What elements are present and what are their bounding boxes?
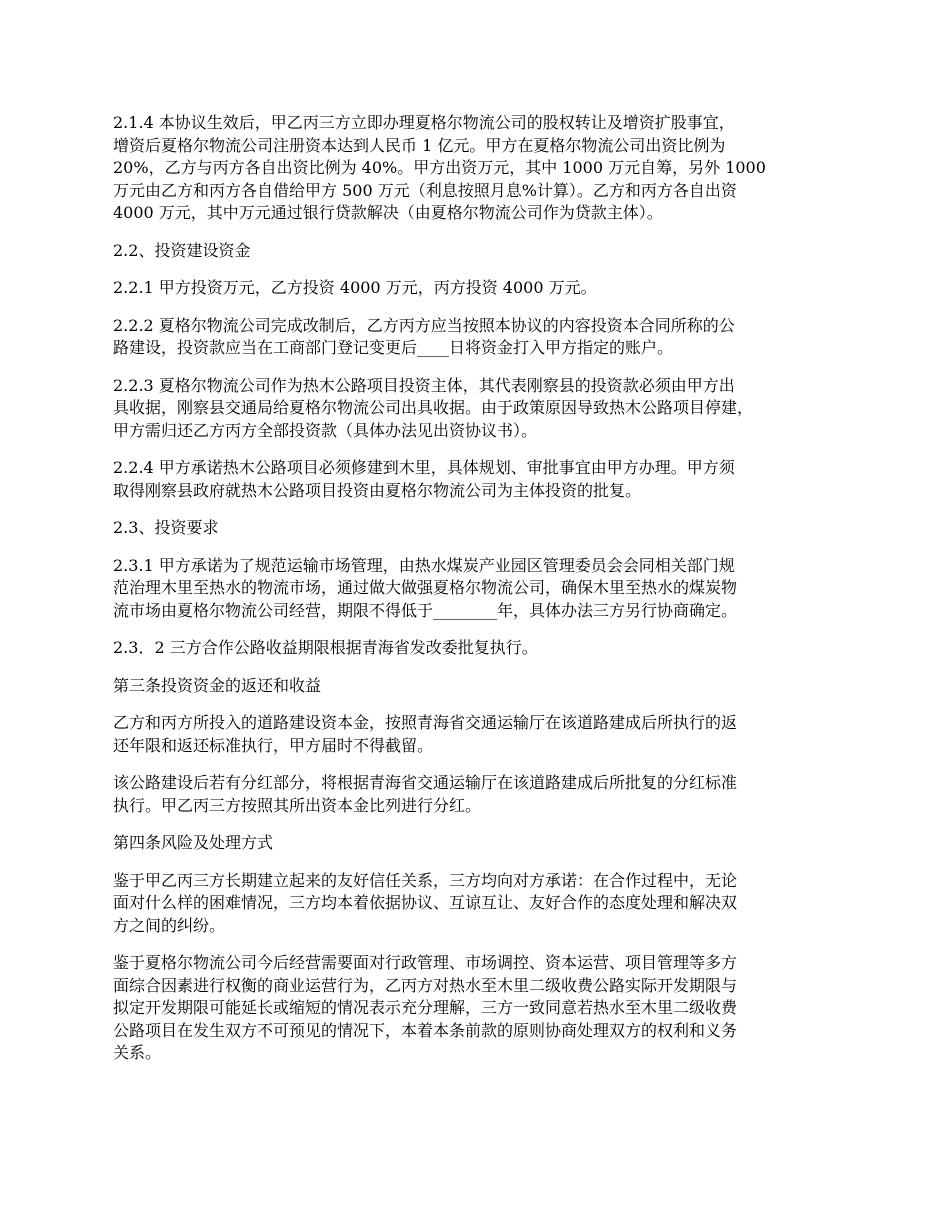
document-page	[113, 112, 853, 1080]
article-4-paragraph-1: 鉴于甲乙丙三方长期建立起来的友好信任关系，三方均向对方承诺：在合作过程中，无论 面对什么样的困难情况，三方均本着依据协议、互谅互让、友好合作的态度处理和解决双 方之间的纠纷。	[113, 870, 738, 935]
clause-2-2-2: 2.2.2 夏格尔物流公司完成改制后，乙方丙方应当按照本协议的内容投资本合同所称的公 路建设，投资款应当在工商部门登记变更后____日将资金打入甲方指定的账户。	[113, 315, 735, 357]
clause-2-2-4: 2.2.4 甲方承诺热木公路项目必须修建到木里，具体规划、审批事宜由甲方办理。甲方须 取得刚察县政府就热木公路项目投资由夏格尔物流公司为主体投资的批复。	[113, 458, 735, 500]
heading-article-4: 第四条风险及处理方式	[113, 833, 274, 852]
clause-2-3-1: 2.3.1 甲方承诺为了规范运输市场管理，由热水煤炭产业园区管理委员会会同相关部门规 范治理木里至热水的物流市场，通过做大做强夏格尔物流公司，确保木里至热水的煤炭物 流市场由夏格尔物流公司经营，期限不得低于________年，具体办法三方另行协商确定。	[113, 555, 738, 620]
heading-2-2: 2.2、投资建设资金	[113, 240, 251, 260]
article-3-paragraph-1: 乙方和丙方所投入的道路建设资本金，按照青海省交通运输厅在该道路建成后所执行的返 还年限和返还标准执行，甲方届时不得截留。	[113, 713, 738, 755]
article-3-paragraph-2: 该公路建设后若有分红部分，将根据青海省交通运输厅在该道路建成后所批复的分红标准 执行。甲乙丙三方按照其所出资本金比列进行分红。	[113, 773, 738, 815]
heading-article-3: 第三条投资资金的返还和收益	[113, 675, 322, 695]
clause-2-1-4: 2.1.4 本协议生效后，甲乙丙三方立即办理夏格尔物流公司的股权转让及增资扩股事宜， 增资后夏格尔物流公司注册资本达到人民币 1 亿元。甲方在夏格尔物流公司出资比例为 20%，乙方与丙方各自出资比例为 40%。甲方出资万元，其中 1000 万元自筹，另外 1000 万元由乙方和丙方各自借给甲方 500 万元（利息按照月息%计算）。乙方和丙方各自出资 4000 万元，其中万元通过银行贷款解决（由夏格尔物流公司作为贷款主体）。	[113, 113, 766, 222]
clause-2-3-2: 2.3．2 三方合作公路收益期限根据青海省发改委批复执行。	[113, 638, 538, 657]
heading-2-3: 2.3、投资要求	[113, 518, 219, 537]
clause-2-2-3: 2.2.3 夏格尔物流公司作为热木公路项目投资主体，其代表刚察县的投资款必须由甲方出 具收据，刚察县交通局给夏格尔物流公司出具收据。由于政策原因导致热木公路项目停建， 甲方需归还乙方丙方全部投资款（具体办法见出资协议书）。	[113, 375, 754, 440]
clause-2-2-1: 2.2.1 甲方投资万元，乙方投资 4000 万元，丙方投资 4000 万元。	[113, 278, 597, 297]
article-4-paragraph-2: 鉴于夏格尔物流公司今后经营需要面对行政管理、市场调控、资本运营、项目管理等多方 面综合因素进行权衡的商业运营行为，乙丙方对热水至木里二级收费公路实际开发期限与 拟定开发期限可能延长或缩短的情况表示充分理解，三方一致同意若热水至木里二级收费 公路项目在发生双方不可预见的情况下，本着本条前款的原则协商处理双方的权利和义务 关系。	[113, 953, 738, 1062]
